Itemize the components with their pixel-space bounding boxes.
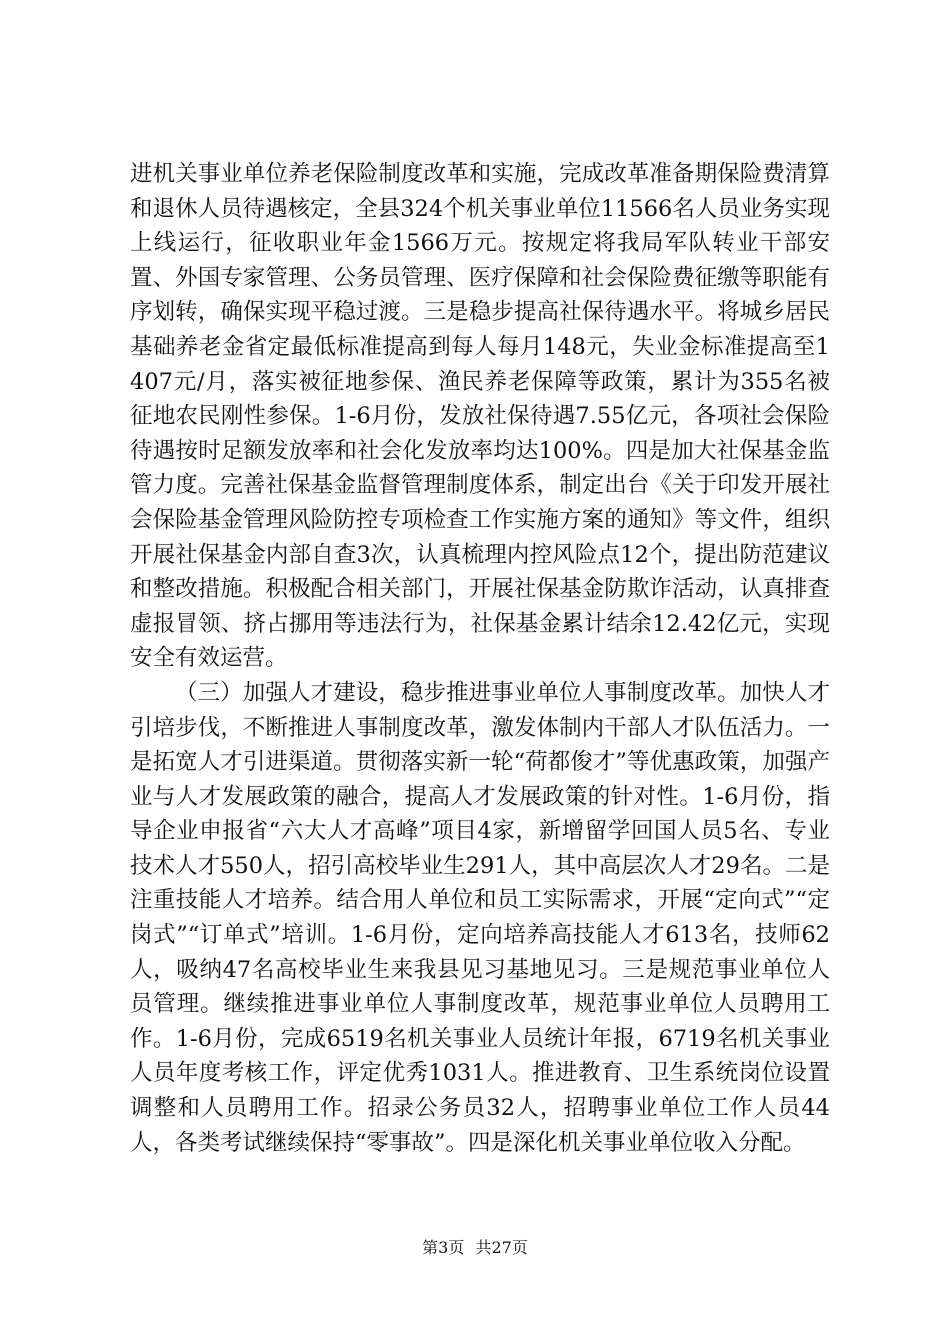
paragraph-1: 进机关事业单位养老保险制度改革和实施，完成改革准备期保险费清算和退休人员待遇核定，全县324个机关事业单位11566名人员业务实现上线运行，征收职业年金1566万元。按规定将我局军队转业干部安置、外国专家管理、公务员管理、医疗保障和社会保险费征缴等职能有序划转，确保实现平稳过渡。三是稳步提高社保待遇水平。将城乡居民基础养老金省定最低标准提高到每人每月148元，失业金标准提高至1407元/月，落实被征地参保、渔民养老保障等政策，累计为355名被征地农民刚性参保。1-6月份，发放社保待遇7.55亿元，各项社会保险待遇按时足额发放率和社会化发放率均达100%。四是加大社保基金监管力度。完善社保基金监督管理制度体系，制定出台《关于印发开展社会保险基金管理风险防控专项检查工作实施方案的通知》等文件，组织开展社保基金内部自查3次，认真梳理内控风险点12个，提出防范建议和整改措施。积极配合相关部门，开展社保基金防欺诈活动，认真排查虚报冒领、挤占挪用等违法行为，社保基金累计结余12.42亿元，实现安全有效运营。 [130,161,830,672]
page-number-current: 第3页 [422,1238,465,1257]
paragraph-2: （三）加强人才建设，稳步推进事业单位人事制度改革。加快人才引培步伐，不断推进人事制度改革，激发体制内干部人才队伍活力。一是拓宽人才引进渠道。贯彻落实新一轮“荷都俊才”等优惠政策，加强产业与人才发展政策的融合，提高人才发展政策的针对性。1-6月份，指导企业申报省“六大人才高峰”项目4家，新增留学回国人员5名、专业技术人才550人，招引高校毕业生291人，其中高层次人才29名。二是注重技能人才培养。结合用人单位和员工实际需求，开展“定向式”“定岗式”“订单式”培训。1-6月份，定向培养高技能人才613名，技师62人，吸纳47名高校毕业生来我县见习基地见习。三是规范事业单位人员管理。继续推进事业单位人事制度改革，规范事业单位人员聘用工作。1-6月份，完成6519名机关事业人员统计年报，6719名机关事业人员年度考核工作，评定优秀1031人。推进教育、卫生系统岗位设置调整和人员聘用工作。招录公务员32人，招聘事业单位工作人员44人，各类考试继续保持“零事故”。四是深化机关事业单位收入分配。 [130,679,830,1156]
page-number-total: 共27页 [475,1238,528,1257]
document-body [130,157,830,1160]
page-footer [0,1238,950,1258]
